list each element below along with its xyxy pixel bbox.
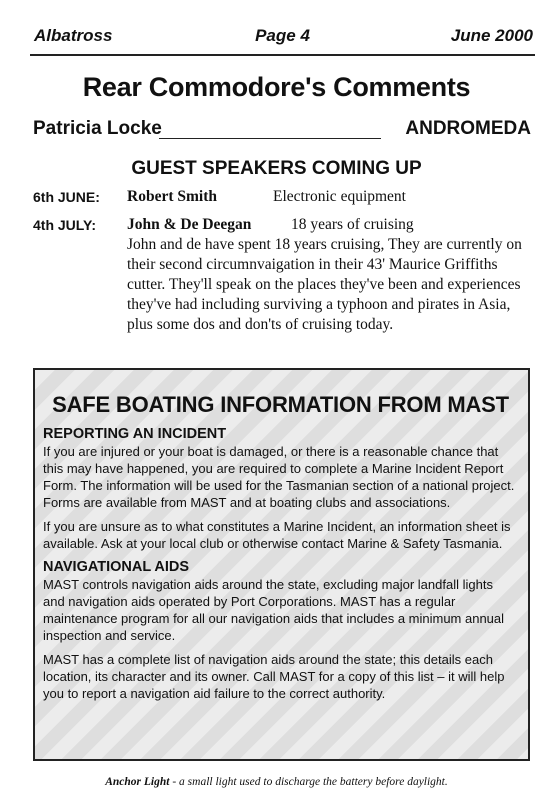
- reporting-heading: REPORTING AN INCIDENT: [43, 426, 227, 442]
- event-topic: Electronic equipment: [273, 188, 406, 205]
- event-speaker: Robert Smith: [127, 188, 217, 205]
- caption-term: Anchor Light: [105, 776, 170, 788]
- navigation-heading: NAVIGATIONAL AIDS: [43, 559, 190, 575]
- event-speaker: John & De Deegan: [127, 216, 252, 233]
- page-title: Rear Commodore's Comments: [82, 72, 471, 102]
- page-header: [30, 26, 535, 56]
- reporting-paragraph: If you are unsure as to what constitutes a Marine Incident, an information sheet is available. Ask at your local club or otherwise contact Marine & Safety Tasmania.: [43, 519, 511, 551]
- mast-title: SAFE BOATING INFORMATION FROM MAST: [52, 392, 509, 417]
- boat-name: ANDROMEDA: [405, 118, 531, 139]
- event-topic: 18 years of cruising: [291, 216, 414, 233]
- navigation-paragraph: MAST controls navigation aids around the state, excluding major landfall lights and navigation aids operated by Port Corporations. MAST has a regular maintenance program for all our navigation aids that includes a minimum annual inspection and service.: [43, 577, 505, 643]
- event-date: 6th JUNE:: [33, 189, 100, 205]
- footer-caption: [0, 776, 553, 788]
- newsletter-name: Albatross: [34, 26, 113, 45]
- reporting-paragraph: If you are injured or your boat is damaged, or there is a reasonable chance that this may have happened, you are required to complete a Marine Incident Report Form. The information will be used for the Tasmanian section of a national project. Forms are available from MAST and at boating clubs and associations.: [43, 444, 515, 510]
- navigation-paragraph: MAST has a complete list of navigation aids around the state; this details each location, its character and its owner. Call MAST for a copy of this list – it will help you to report a navigation aid failure to the correct authority.: [43, 652, 505, 701]
- event-date: 4th JULY:: [33, 217, 97, 233]
- speakers-heading: GUEST SPEAKERS COMING UP: [131, 158, 422, 179]
- issue-date: June 2000: [450, 26, 533, 45]
- caption-definition: - a small light used to discharge the battery before daylight.: [169, 776, 448, 788]
- mast-info-box: [33, 368, 530, 761]
- author-divider: [159, 138, 381, 139]
- author-name: Patricia Locke: [33, 118, 162, 139]
- event-description: John and de have spent 18 years cruising, They are currently on their second circumnvaigation in their 43' Maurice Griffiths cutter. They'll speak on the places they've been and experiences they've had including surviving a typhoon and pirates in Asia, plus some dos and don'ts of cruising today.: [127, 236, 522, 333]
- page-number: Page 4: [255, 26, 310, 45]
- author-row: [33, 118, 531, 142]
